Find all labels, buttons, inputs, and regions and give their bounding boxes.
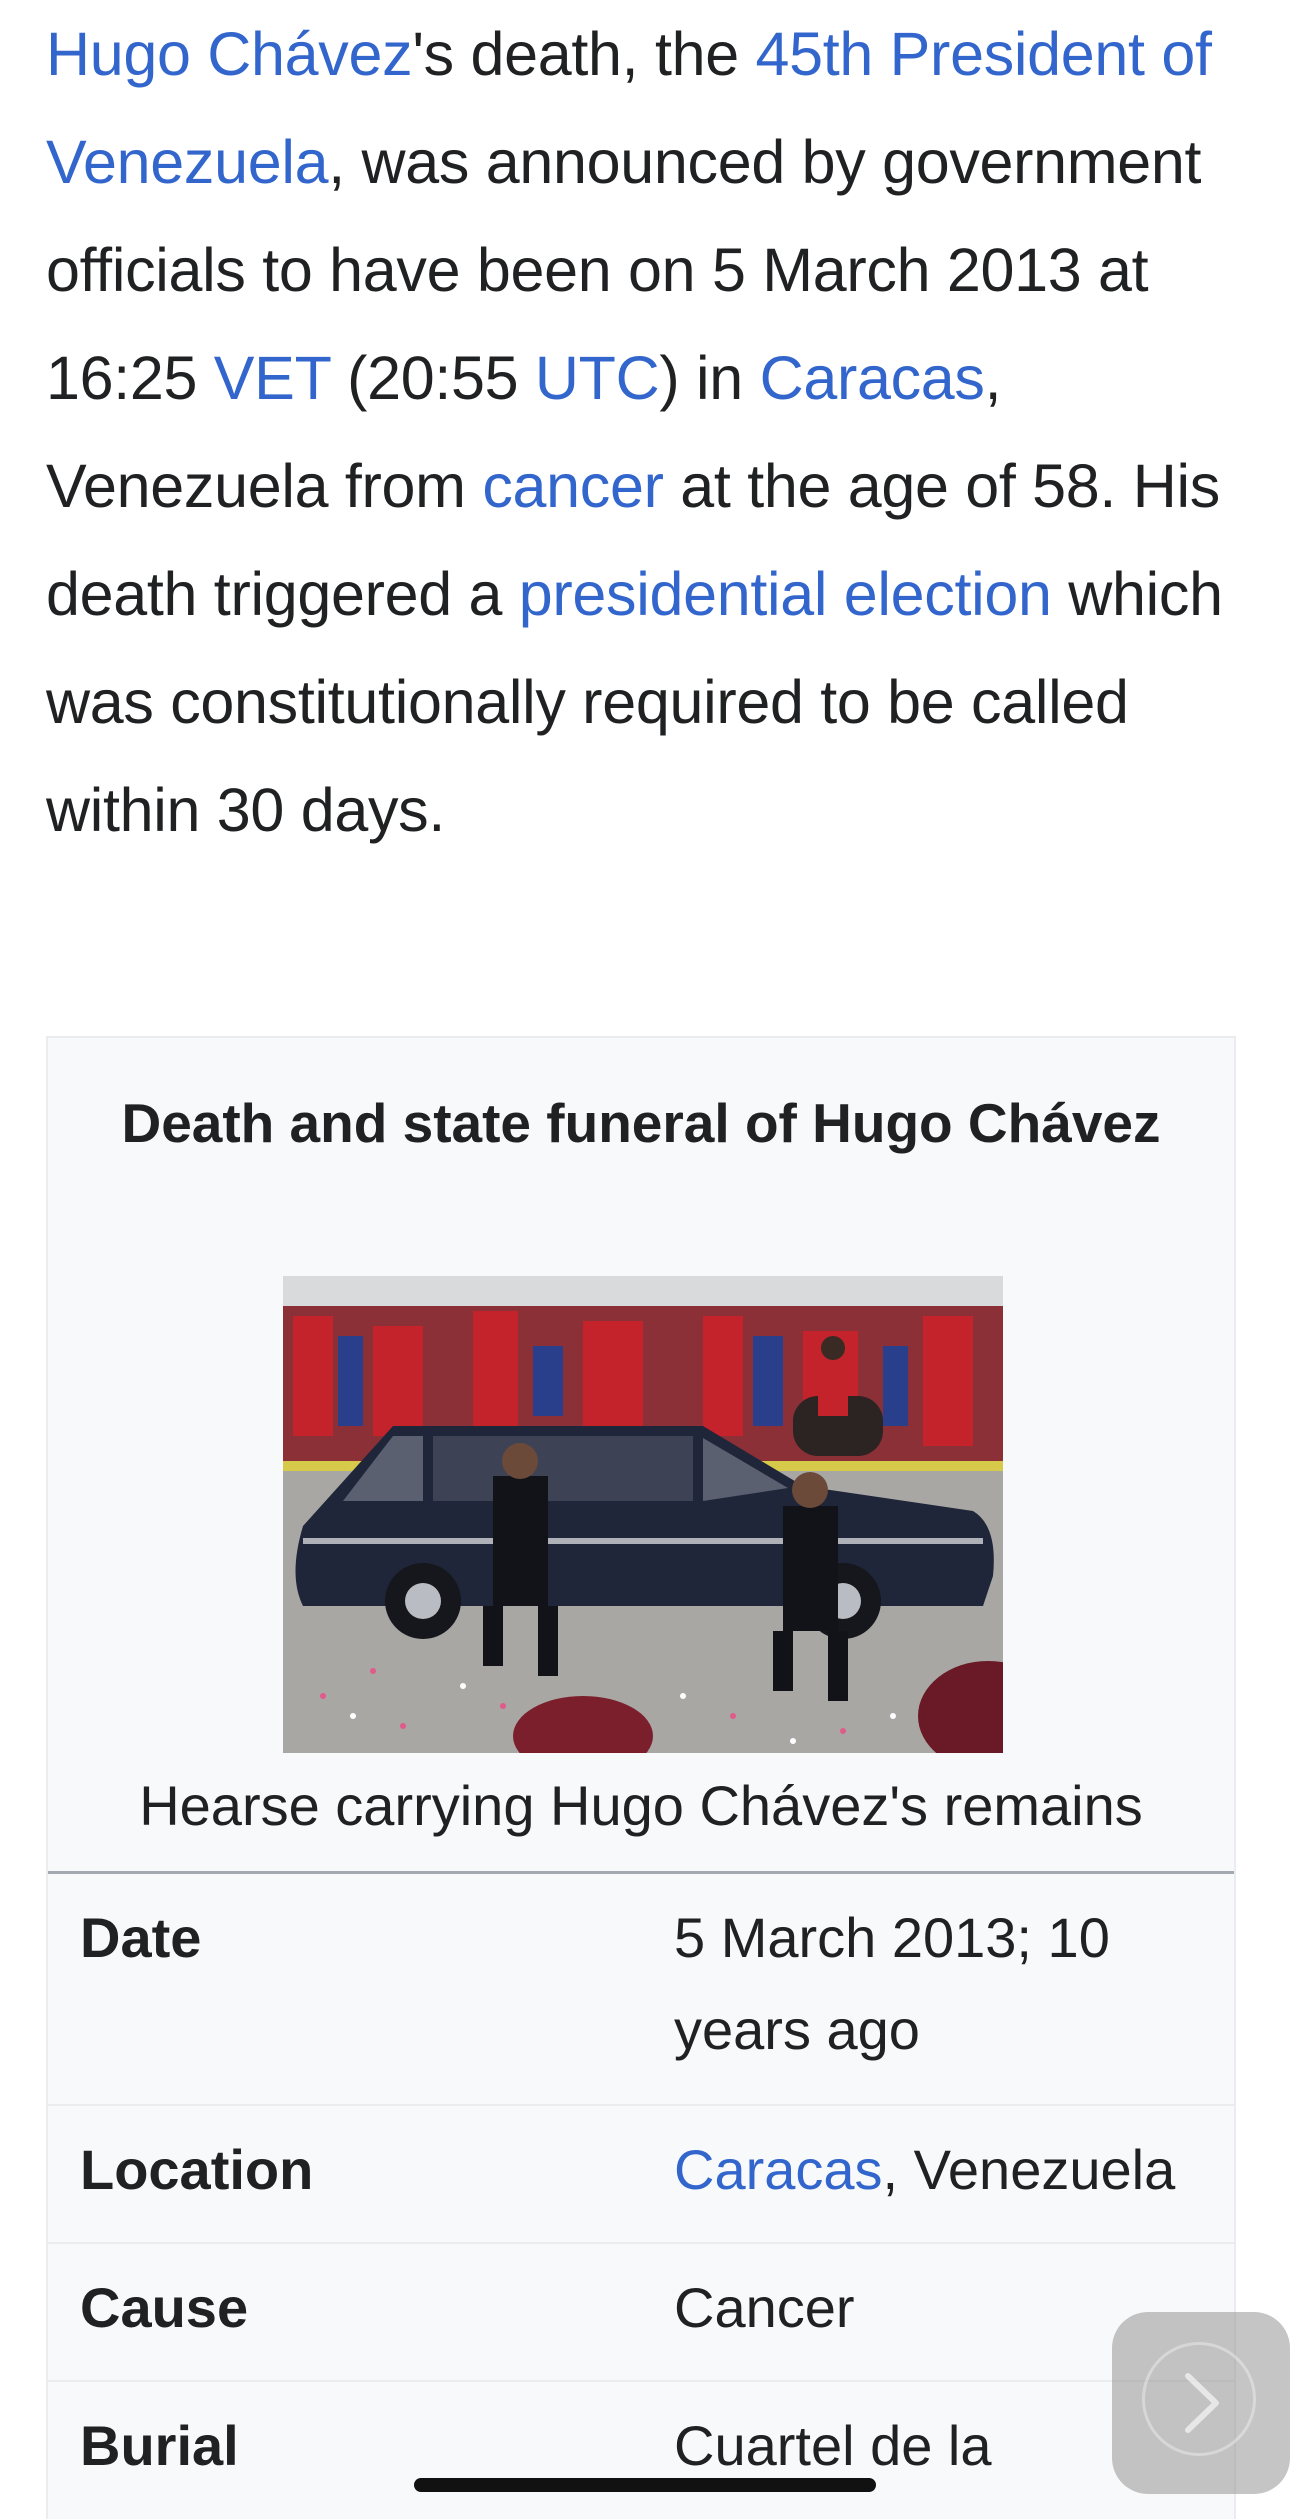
row-value: Cuartel de la xyxy=(674,2414,992,2477)
row-label: Location xyxy=(80,2138,314,2201)
hearse-photo[interactable] xyxy=(283,1276,1003,1753)
infobox xyxy=(46,1036,1236,2519)
infobox-row-burial xyxy=(48,2382,1234,2519)
link-utc[interactable]: UTC xyxy=(534,344,660,412)
link-presidential-election[interactable]: presidential election xyxy=(518,560,1052,628)
infobox-caption: Hearse carrying Hugo Chávez's remains xyxy=(139,1774,1143,1837)
link-hugo-chavez[interactable]: Hugo Chávez xyxy=(46,20,413,88)
infobox-title: Death and state funeral of Hugo Chávez xyxy=(121,1092,1161,1154)
lead-text: at the age of 58. His death triggered a xyxy=(46,452,1220,628)
lead-text: (20:55 xyxy=(330,344,535,412)
row-label: Cause xyxy=(80,2276,249,2339)
lead-text: ) in xyxy=(659,344,760,412)
infobox-row-date xyxy=(48,1874,1234,2106)
row-value xyxy=(674,2124,1234,2216)
hearse-photo-illustration xyxy=(283,1276,1003,1753)
row-label: Date xyxy=(80,1906,202,1969)
link-45th-president[interactable]: 45th President of Venezuela xyxy=(46,20,1212,196)
row-value: 5 March 2013; 10 years ago xyxy=(674,1906,1110,2061)
row-value-rest: , Venezuela xyxy=(882,2138,1176,2201)
next-page-button[interactable] xyxy=(1112,2312,1290,2494)
home-indicator[interactable] xyxy=(414,2478,876,2492)
chevron-right-icon xyxy=(1170,2368,1234,2438)
row-label: Burial xyxy=(80,2414,239,2477)
lead-text: 's death, the xyxy=(412,20,756,88)
row-value: Cancer xyxy=(674,2276,855,2339)
lead-text: which was constitutionally required to be called within 30 days. xyxy=(46,560,1223,844)
link-caracas-location[interactable]: Caracas xyxy=(674,2138,883,2201)
lead-text: , Venezuela from xyxy=(46,344,1002,520)
lead-text: , was announced by government officials to have been on 5 March 2013 at 16:25 xyxy=(46,128,1202,412)
link-vet[interactable]: VET xyxy=(213,344,331,412)
infobox-row-cause xyxy=(48,2244,1234,2382)
link-caracas[interactable]: Caracas xyxy=(759,344,985,412)
link-cancer[interactable]: cancer xyxy=(482,452,664,520)
lead-paragraph xyxy=(46,0,1256,864)
infobox-row-location xyxy=(48,2106,1234,2244)
